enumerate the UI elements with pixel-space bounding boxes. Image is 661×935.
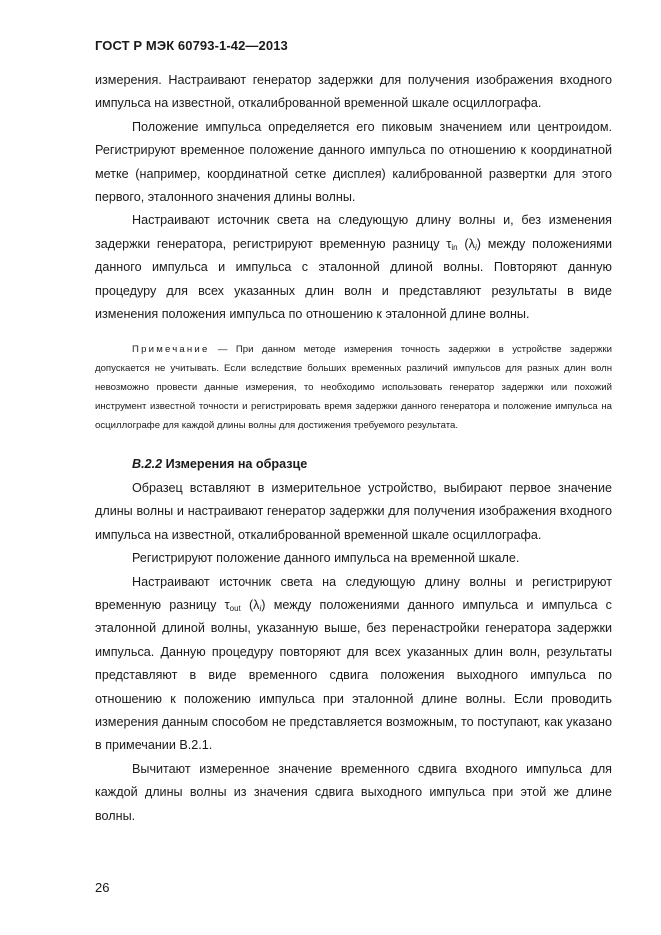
tau-out-subscript: out xyxy=(229,603,241,613)
paragraph-2: Положение импульса определяется его пиковым значением или центроидом. Регистрируют временное положение данного импульса по отношению к координатной метке (например, координатной сетке дисплея) калиброванной развертки для этого первого, эталонного значения длины волны. xyxy=(95,119,612,205)
paragraph-6 xyxy=(95,571,612,758)
paragraph-1: измерения. Настраивают генератор задержки для получения изображения входного импульса на известной, откалиброванной временной шкале осциллографа. xyxy=(95,73,612,111)
paragraph-4: Образец вставляют в измерительное устройство, выбирают первое значение длины волны и настраивают генератор задержки для получения изображения входного импульса на известной, откалиброванной временной шкале осциллографа. xyxy=(95,480,612,542)
tau-subscript: in xyxy=(451,242,458,252)
lambda-out-subscript: i xyxy=(259,603,262,613)
paragraph-6-text-before: Настраивают источник света на следующую длину волны и регистрируют временную разницу xyxy=(95,574,612,612)
lambda-out-argument: (λ xyxy=(240,597,260,612)
lambda-argument: (λ xyxy=(457,236,475,251)
note-block xyxy=(95,340,612,435)
section-title: Измерения на образце xyxy=(162,457,308,472)
paragraph-3-text-after: между положениями данного импульса и импульса с эталонной длиной волны. Повторяют данную процедуру для всех указанных длин волн и представляют результаты в виде изменения положения импульса по отношению к эталонной длине волны. xyxy=(95,236,612,322)
paragraph-6-text-after: между положениями данного импульса и импульса с эталонной длиной волны, указанную выше, без перенастройки генератора задержки импульса. Данную процедуру повторяют для всех указанных длин волн, результаты представляют в виде временного сдвига положения выходного импульса по отношению к положению импульса при эталонной длине волны. Если проводить измерения данным способом не представляется возможным, то поступают, как указано в примечании В.2.1. xyxy=(95,597,612,753)
document-page xyxy=(95,38,612,828)
lambda-subscript: i xyxy=(474,242,477,252)
note-text: — При данном методе измерения точность задержки в устройстве задержки допускается не учитывать. Если вследствие больших временных различий импульсов для разных длин волн невозможно провести данные измерения, то необходимо использовать генератор задержки или похожий инструмент известной точности и регистрировать время задержки данного генератора и положение импульса на осциллографе для каждой длины волны для достижения требуемого результата. xyxy=(95,344,612,432)
paragraph-3-text-before: Настраивают источник света на следующую длину волны и, без изменения задержки генератора, регистрируют временную разницу xyxy=(95,213,612,251)
paragraph-5: Регистрируют положение данного импульса на временной шкале. xyxy=(132,551,520,566)
lambda-argument-close: ) xyxy=(476,236,481,251)
section-heading xyxy=(95,453,612,476)
paragraph-7: Вычитают измеренное значение временного сдвига входного импульса для каждой длины волны из значения сдвига выходного импульса при этой же длине волны. xyxy=(95,761,612,823)
tau-out-symbol: τ xyxy=(224,597,230,612)
note-label: Примечание xyxy=(132,344,210,356)
paragraph-3 xyxy=(95,209,612,326)
lambda-out-argument-close: ) xyxy=(261,597,266,612)
section-number: В.2.2 xyxy=(132,457,163,472)
note-paragraph xyxy=(95,340,612,435)
page-number: 26 xyxy=(95,880,110,895)
document-header: ГОСТ Р МЭК 60793-1-42—2013 xyxy=(95,38,288,53)
tau-symbol: τ xyxy=(446,236,452,251)
